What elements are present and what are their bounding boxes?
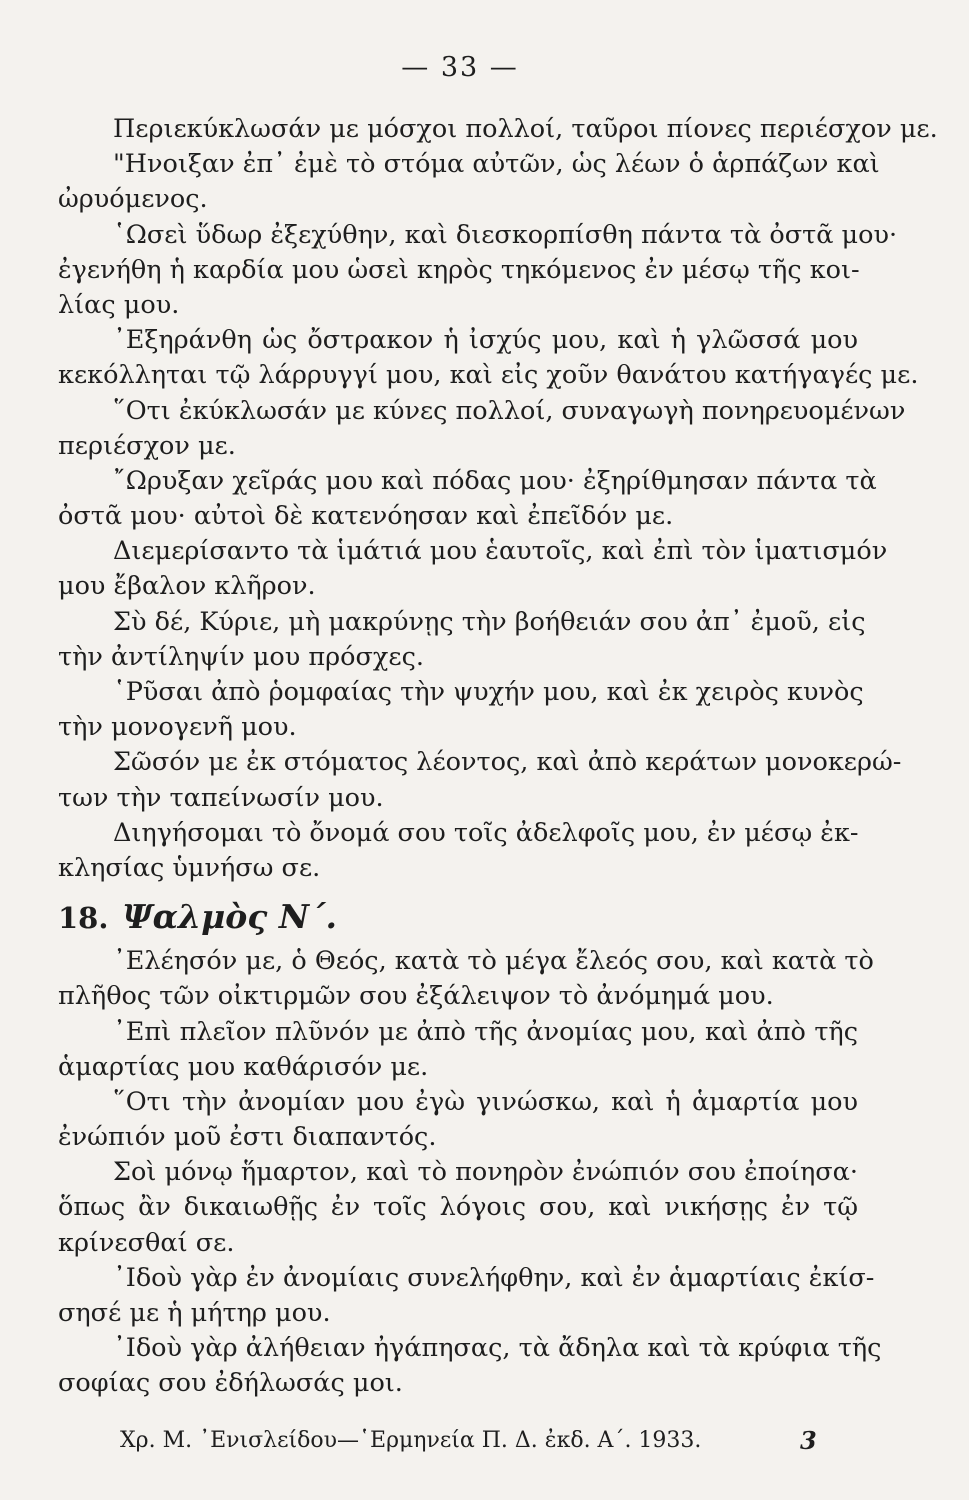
text-line: τὴν μονογενῆ μου. <box>58 712 297 743</box>
text-line: κρίνεσθαί σε. <box>58 1227 235 1258</box>
text-line: ᾿Ιδοὺ γὰρ ἐν ἀνομίαις συνελήφθην, καὶ ἐν ἁμαρτίαις ἐκίσ- <box>113 1262 875 1293</box>
text-line: Διεμερίσαντο τὰ ἱμάτιά μου ἑαυτοῖς, καὶ ἐπὶ τὸν ἱματισμόν <box>113 536 888 567</box>
text-line: ῞Οτι ἐκύκλωσάν με κύνες πολλοί, συναγωγὴ πονηρευομένων <box>113 395 906 426</box>
footer-imprint: Χρ. Μ. ᾿Ενισλείδου—῾Ερμηνεία Π. Δ. ἐκδ. Α΄. 1933. <box>120 1428 702 1453</box>
text-line: ὠρυόμενος. <box>58 184 208 215</box>
text-line: Περιεκύκλωσάν με μόσχοι πολλοί, ταῦροι πίονες περιέσχον με. <box>113 114 938 144</box>
text-line: κεκόλληται τῷ λάρρυγγί μου, καὶ εἰς χοῦν θανάτου κατήγαγές με. <box>58 360 919 391</box>
psalm-50-text <box>58 944 882 1401</box>
text-line: ᾿Επὶ πλεῖον πλῦνόν με ἀπὸ τῆς ἀνομίας μου, καὶ ἀπὸ τῆς <box>113 1016 858 1047</box>
psalm-number: 18. <box>58 901 109 936</box>
text-line: σοφίας σου ἐδήλωσάς μοι. <box>58 1368 403 1399</box>
text-line: ᾿Εξηράνθη ὡς ὄστρακον ἡ ἰσχύς μου, καὶ ἡ γλῶσσά μου <box>113 325 858 356</box>
psalm-21-text <box>58 112 938 886</box>
page-body <box>58 112 938 1402</box>
text-line: τὴν ἀντίληψίν μου πρόσχες. <box>58 641 424 672</box>
page-number: — 33 — <box>401 52 519 83</box>
text-line: ἐγενήθη ἡ καρδία μου ὡσεὶ κηρὸς τηκόμενος ἐν μέσῳ τῆς κοι- <box>58 254 860 285</box>
text-line: κλησίας ὑμνήσω σε. <box>58 852 321 883</box>
text-line: λίας μου. <box>58 289 180 320</box>
text-line: περιέσχον με. <box>58 430 236 461</box>
text-line: ᾿Ιδοὺ γὰρ ἀλήθειαν ἠγάπησας, τὰ ἄδηλα καὶ τὰ κρύφια τῆς <box>113 1333 882 1364</box>
text-line: ὀστᾶ μου· αὐτοὶ δὲ κατενόησαν καὶ ἐπεῖδόν με. <box>58 501 674 532</box>
text-line: ἐνώπιόν μοῦ ἐστι διαπαντός. <box>58 1122 437 1153</box>
psalm-heading <box>58 890 858 944</box>
psalm-title: Ψαλμὸς Ν΄. <box>122 897 338 937</box>
text-line: μου ἔβαλον κλῆρον. <box>58 571 316 602</box>
text-line: "Ηνοιξαν ἐπ᾿ ἐμὲ τὸ στόμα αὐτῶν, ὡς λέων ὁ ἁρπάζων καὶ <box>113 149 880 180</box>
text-line: σησέ με ἡ μήτηρ μου. <box>58 1298 331 1328</box>
signature-mark: 3 <box>800 1426 817 1455</box>
text-line: ῾Ωσεὶ ὕδωρ ἐξεχύθην, καὶ διεσκορπίσθη πάντα τὰ ὀστᾶ μου· <box>113 219 898 250</box>
text-line: πλῆθος τῶν οἰκτιρμῶν σου ἐξάλειψον τὸ ἀνόμημά μου. <box>58 981 774 1012</box>
text-line: Σὺ δέ, Κύριε, μὴ μακρύνῃς τὴν βοήθειάν σου ἀπ᾿ ἐμοῦ, εἰς <box>113 606 866 637</box>
text-line: των τὴν ταπείνωσίν μου. <box>58 782 384 813</box>
text-line: ῾Ρῦσαι ἀπὸ ῥομφαίας τὴν ψυχήν μου, καὶ ἐκ χειρὸς κυνὸς <box>113 677 864 707</box>
text-line: ᾿Ελέησόν με, ὁ Θεός, κατὰ τὸ μέγα ἔλεός σου, καὶ κατὰ τὸ <box>113 946 874 977</box>
text-line: ὅπως ἂν δικαιωθῇς ἐν τοῖς λόγοις σου, καὶ νικήσῃς ἐν τῷ <box>58 1192 858 1223</box>
text-line: ῞Οτι τὴν ἀνομίαν μου ἐγὼ γινώσκω, καὶ ἡ ἁμαρτία μου <box>113 1086 858 1117</box>
text-line: Σῶσόν με ἐκ στόματος λέοντος, καὶ ἀπὸ κεράτων μονοκερώ- <box>113 747 902 778</box>
text-line: Σοὶ μόνῳ ἥμαρτον, καὶ τὸ πονηρὸν ἐνώπιόν σου ἐποίησα· <box>113 1157 858 1188</box>
text-line: ἁμαρτίας μου καθάρισόν με. <box>58 1051 429 1082</box>
text-line: Διηγήσομαι τὸ ὄνομά σου τοῖς ἀδελφοῖς μου, ἐν μέσῳ ἐκ- <box>113 817 859 848</box>
text-line: ῎Ωρυξαν χεῖράς μου καὶ πόδας μου· ἐξηρίθμησαν πάντα τὰ <box>113 465 877 496</box>
